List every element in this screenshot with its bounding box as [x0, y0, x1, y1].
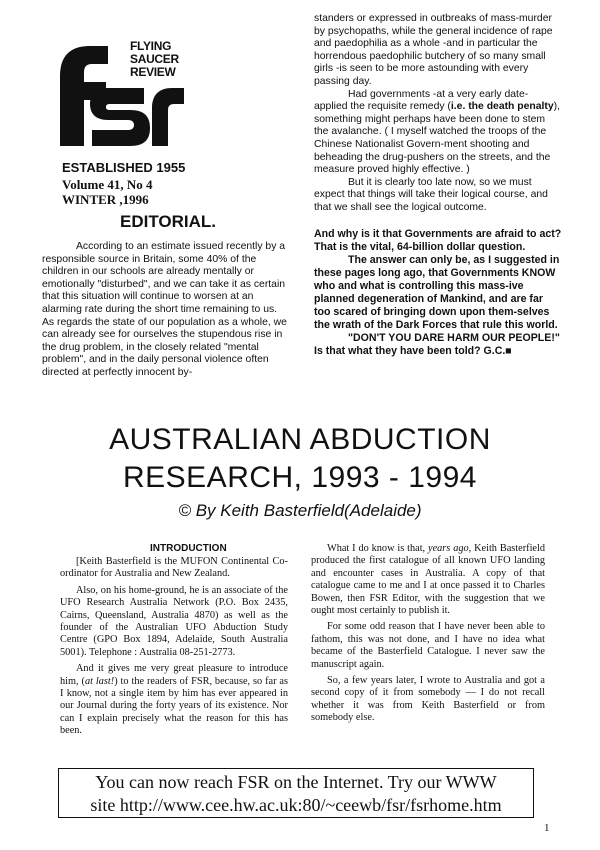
editorial-paragraph: But it is clearly too late now, so we must expect that things will take their logical course, and that we shall see the logical outcome.: [314, 176, 548, 213]
editorial-paragraph: Had governments -at a very early date- applied the requisite remedy (i.e. the death penalty), something might perhaps have been done to stem the avalanche. ( I myself watched the troops of the Chinese Nationalist Govern-ment shooting and beheading the drug-pushers on the streets, and the measure proved highly effective. ): [314, 88, 561, 176]
banner-url-line[interactable]: site http://www.cee.hw.ac.uk:80/~ceewb/fsr/fsrhome.htm: [90, 795, 502, 815]
volume-number: Volume 41, No 4: [62, 177, 153, 192]
logo-caption: FLYING SAUCER REVIEW: [130, 39, 179, 79]
fsr-logo: [52, 38, 192, 156]
editorial-bold-paragraph: The answer can only be, as I suggested in these pages long ago, that Governments KNOW who and what is controlling this mass-ive planned degeneration of Mankind, and are far too scared of bringing down upon them-selves the wrath of the Dark Forces that rule this world.: [314, 253, 560, 331]
volume-info: [62, 177, 153, 207]
article-byline: © By Keith Basterfield(Adelaide): [178, 501, 422, 520]
editorial-title: EDITORIAL.: [120, 212, 217, 231]
article-column-left: [60, 556, 288, 742]
intro-heading: INTRODUCTION: [150, 543, 227, 554]
article-paragraph: [Keith Basterfield is the MUFON Continental Co-ordinator for Australia and New Zealand.: [60, 556, 288, 580]
established-line: ESTABLISHED 1955: [62, 160, 186, 175]
issue-season: WINTER ,1996: [62, 192, 149, 207]
article-paragraph: Also, on his home-ground, he is an associate of the UFO Research Australia Network (P.O. Box 2435, Cairns, Queensland, Australia 4870) as well as the founder of the Australian UFO Abduction Study Centre (GPO Box 1894, Adelaide, South Australia 5001). Telephone : Australia 08-251-2773.: [60, 584, 288, 658]
article-headline: AUSTRALIAN ABDUCTION RESEARCH, 1993 - 1994: [109, 423, 491, 494]
banner-line: You can now reach FSR on the Internet. Try our WWW: [95, 772, 497, 792]
article-paragraph: For some odd reason that I have never been able to fathom, this was not done, and I have no idea what became of the Basterfield Catalogue. I never saw the manuscript again.: [311, 621, 545, 670]
editorial-paragraph: According to an estimate issued recently by a responsible source in Britain, some 40% of the children in our schools are already mentally or emotionally "disturbed", and we can take it as certain that this situation will continue to worsen at an alarming rate during the short time remaining to us. As regards the state of our population as a whole, we can already see for ourselves the stupendous rise in the drug problem, in the closely related "mental problem", and in the daily personal violence often directed at perfectly innocent by-: [42, 241, 287, 378]
article-paragraph: What I do know is that, years ago, Keith Basterfield produced the first catalogue of all known UFO landing and encounter cases in Australia. A copy of that catalogue came to me and I at once passed it to Charles Bowen, then FSR Editor, with the suggestion that we ought most certainly to publish it.: [311, 543, 546, 617]
editorial-paragraph: standers or expressed in outbreaks of mass-murder by psychopaths, while the general incidence of rape and paedophilia as a whole -and in particular the horrendous paedophilic butchery of so many small girls -is seen to be more astounding with every passing day.: [314, 13, 553, 87]
editorial-bold-paragraph: "DON'T YOU DARE HARM OUR PEOPLE!" Is that what they have been told? G.C.■: [314, 331, 560, 357]
editorial-bold-paragraph: And why is it that Governments are afraid to act? That is the vital, 64-billion dollar question.: [314, 227, 562, 253]
page-number: 1: [544, 822, 550, 834]
article-column-right: [311, 543, 545, 729]
editorial-column-right: [314, 13, 562, 358]
internet-banner: [58, 768, 534, 818]
article-paragraph: So, a few years later, I wrote to Australia and got a second copy of it from somebody — I do not recall whether it was from Keith Basterfield or from somebody else.: [311, 675, 545, 724]
article-paragraph: And it gives me very great pleasure to introduce him, (at last!) to the readers of FSR, because, so far as I know, not a single item by him has ever appeared in our Journal during the forty years of its existence. Nor can I explain precisely what the reason for this has been.: [60, 663, 289, 737]
editorial-column-left: [42, 241, 288, 380]
